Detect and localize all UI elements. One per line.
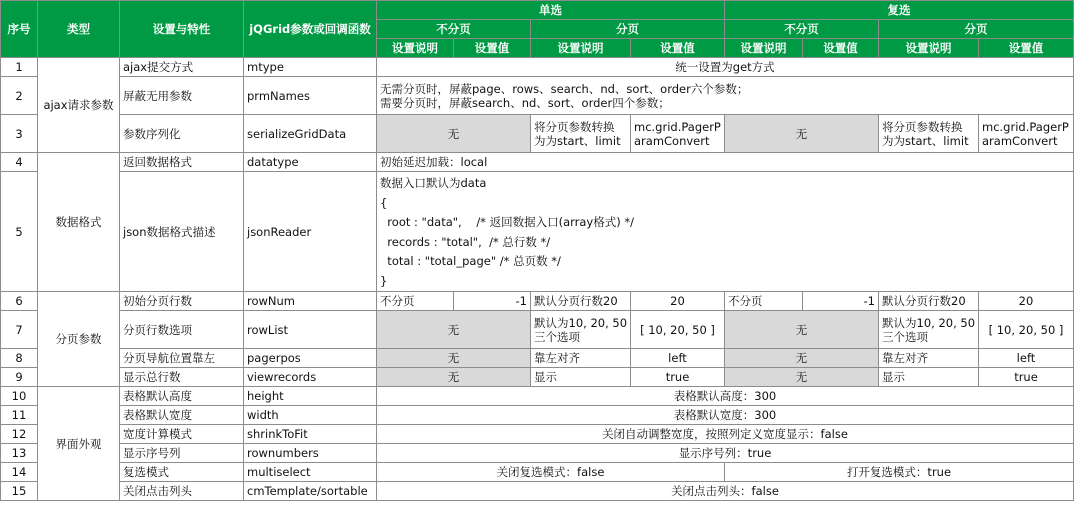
- multi-no-page-cell: 无: [725, 311, 879, 349]
- multi-no-page-desc: 不分页: [725, 292, 803, 311]
- row-number: 13: [1, 444, 38, 463]
- row-number: 2: [1, 77, 38, 115]
- table-row: [1, 368, 1074, 387]
- header-param: jQGrid参数或回调函数: [244, 1, 377, 58]
- header-desc: 设置说明: [531, 39, 631, 58]
- row-number: 11: [1, 406, 38, 425]
- single-merged-cell: 关闭复选模式：false: [377, 463, 725, 482]
- row-number: 4: [1, 153, 38, 172]
- single-desc-cell: 靠左对齐: [531, 349, 631, 368]
- param-cell: prmNames: [244, 77, 377, 115]
- multi-value-cell: mc.grid.PagerP aramConvert: [979, 115, 1074, 153]
- single-desc-cell: 将分页参数转换 为为start、limit: [531, 115, 631, 153]
- json-line: records : "total", /* 总行数 */: [380, 234, 551, 249]
- single-value-cell: [ 10, 20, 50 ]: [631, 311, 725, 349]
- setting-cell: 表格默认宽度: [120, 406, 244, 425]
- row-number: 12: [1, 425, 38, 444]
- setting-cell: 初始分页行数: [120, 292, 244, 311]
- header-desc: 设置说明: [725, 39, 803, 58]
- header-single-no-page: 不分页: [377, 20, 531, 39]
- multi-value-cell: [ 10, 20, 50 ]: [979, 311, 1074, 349]
- multi-no-page-value: -1: [803, 292, 879, 311]
- group-paging: 分页参数: [38, 292, 120, 387]
- header-type: 类型: [38, 1, 120, 58]
- header-multi: 复选: [725, 1, 1074, 20]
- param-cell: serializeGridData: [244, 115, 377, 153]
- row-number: 7: [1, 311, 38, 349]
- param-cell: pagerpos: [244, 349, 377, 368]
- table-row: [1, 387, 1074, 406]
- single-no-page-cell: 无: [377, 368, 531, 387]
- json-line: {: [380, 195, 388, 210]
- param-cell: rowNum: [244, 292, 377, 311]
- group-data-format: 数据格式: [38, 153, 120, 292]
- table-row: [1, 115, 1074, 153]
- param-cell: datatype: [244, 153, 377, 172]
- row-number: 6: [1, 292, 38, 311]
- table-row: [1, 482, 1074, 501]
- setting-cell: json数据格式描述: [120, 172, 244, 292]
- table-row: [1, 58, 1074, 77]
- multi-value-cell: left: [979, 349, 1074, 368]
- json-line: }: [380, 273, 388, 288]
- param-cell: cmTemplate/sortable: [244, 482, 377, 501]
- single-value-cell: true: [631, 368, 725, 387]
- table-row: [1, 77, 1074, 115]
- merged-value-cell: 统一设置为get方式: [377, 58, 1074, 77]
- row-number: 9: [1, 368, 38, 387]
- merged-value-cell: 表格默认宽度：300: [377, 406, 1074, 425]
- row-number: 3: [1, 115, 38, 153]
- header-value: 设置值: [631, 39, 725, 58]
- table-row: [1, 463, 1074, 482]
- param-cell: width: [244, 406, 377, 425]
- param-cell: viewrecords: [244, 368, 377, 387]
- setting-cell: 显示总行数: [120, 368, 244, 387]
- group-appearance: 界面外观: [38, 387, 120, 501]
- multi-desc-cell: 显示: [879, 368, 979, 387]
- row-number: 1: [1, 58, 38, 77]
- param-cell: mtype: [244, 58, 377, 77]
- text-line: 无需分页时，屏蔽page、rows、search、nd、sort、order六个参数；: [380, 81, 749, 96]
- group-ajax: ajax请求参数: [38, 58, 120, 153]
- single-desc-cell: 默认为10, 20, 50 三个选项: [531, 311, 631, 349]
- merged-value-cell: 初始延迟加载：local: [377, 153, 1074, 172]
- multi-no-page-cell: 无: [725, 115, 879, 153]
- row-number: 8: [1, 349, 38, 368]
- header-value: 设置值: [454, 39, 531, 58]
- single-no-page-cell: 无: [377, 311, 531, 349]
- header-setting: 设置与特性: [120, 1, 244, 58]
- table-row: [1, 153, 1074, 172]
- header-single: 单选: [377, 1, 725, 20]
- header-desc: 设置说明: [879, 39, 979, 58]
- setting-cell: 关闭点击列头: [120, 482, 244, 501]
- setting-cell: 显示序号列: [120, 444, 244, 463]
- param-cell: rownumbers: [244, 444, 377, 463]
- setting-cell: ajax提交方式: [120, 58, 244, 77]
- merged-value-cell: [377, 77, 1074, 115]
- multi-desc-cell: 靠左对齐: [879, 349, 979, 368]
- header-multi-page: 分页: [879, 20, 1074, 39]
- param-cell: multiselect: [244, 463, 377, 482]
- single-value-cell: left: [631, 349, 725, 368]
- header-multi-no-page: 不分页: [725, 20, 879, 39]
- multi-desc-cell: 将分页参数转换 为为start、limit: [879, 115, 979, 153]
- header-value: 设置值: [979, 39, 1074, 58]
- merged-value-cell: 关闭点击列头：false: [377, 482, 1074, 501]
- table-row: [1, 172, 1074, 292]
- single-no-page-value: -1: [454, 292, 531, 311]
- param-cell: shrinkToFit: [244, 425, 377, 444]
- table-row: [1, 406, 1074, 425]
- json-line: total : "total_page" /* 总页数 */: [380, 254, 561, 268]
- param-cell: jsonReader: [244, 172, 377, 292]
- setting-cell: 表格默认高度: [120, 387, 244, 406]
- table-row: [1, 444, 1074, 463]
- json-line: 数据入口默认为data: [380, 176, 487, 190]
- merged-value-cell: 显示序号列：true: [377, 444, 1074, 463]
- merged-value-cell: 关闭自动调整宽度，按照列定义宽度显示：false: [377, 425, 1074, 444]
- header-desc: 设置说明: [377, 39, 454, 58]
- param-cell: rowList: [244, 311, 377, 349]
- multi-no-page-cell: 无: [725, 349, 879, 368]
- multi-value-cell: 20: [979, 292, 1074, 311]
- single-value-cell: 20: [631, 292, 725, 311]
- single-no-page-cell: 无: [377, 349, 531, 368]
- multi-desc-cell: 默认分页行数20: [879, 292, 979, 311]
- header-seq: 序号: [1, 1, 38, 58]
- header-value: 设置值: [803, 39, 879, 58]
- setting-cell: 分页导航位置靠左: [120, 349, 244, 368]
- setting-cell: 参数序列化: [120, 115, 244, 153]
- single-no-page-cell: 无: [377, 115, 531, 153]
- row-number: 10: [1, 387, 38, 406]
- single-no-page-desc: 不分页: [377, 292, 454, 311]
- param-cell: height: [244, 387, 377, 406]
- single-desc-cell: 显示: [531, 368, 631, 387]
- header-single-page: 分页: [531, 20, 725, 39]
- json-reader-cell: [377, 172, 1074, 292]
- setting-cell: 返回数据格式: [120, 153, 244, 172]
- row-number: 15: [1, 482, 38, 501]
- row-number: 5: [1, 172, 38, 292]
- setting-cell: 复选模式: [120, 463, 244, 482]
- setting-cell: 屏蔽无用参数: [120, 77, 244, 115]
- single-desc-cell: 默认分页行数20: [531, 292, 631, 311]
- table-row: [1, 349, 1074, 368]
- multi-no-page-cell: 无: [725, 368, 879, 387]
- multi-desc-cell: 默认为10, 20, 50 三个选项: [879, 311, 979, 349]
- table-row: [1, 292, 1074, 311]
- row-number: 14: [1, 463, 38, 482]
- setting-cell: 宽度计算模式: [120, 425, 244, 444]
- multi-merged-cell: 打开复选模式：true: [725, 463, 1074, 482]
- single-value-cell: mc.grid.PagerP aramConvert: [631, 115, 725, 153]
- text-line: 需要分页时，屏蔽search、nd、sort、order四个参数；: [380, 95, 670, 110]
- merged-value-cell: 表格默认高度：300: [377, 387, 1074, 406]
- table-row: [1, 311, 1074, 349]
- multi-value-cell: true: [979, 368, 1074, 387]
- json-line: root : "data", /* 返回数据入口(array格式) */: [380, 215, 634, 229]
- table-row: [1, 425, 1074, 444]
- setting-cell: 分页行数选项: [120, 311, 244, 349]
